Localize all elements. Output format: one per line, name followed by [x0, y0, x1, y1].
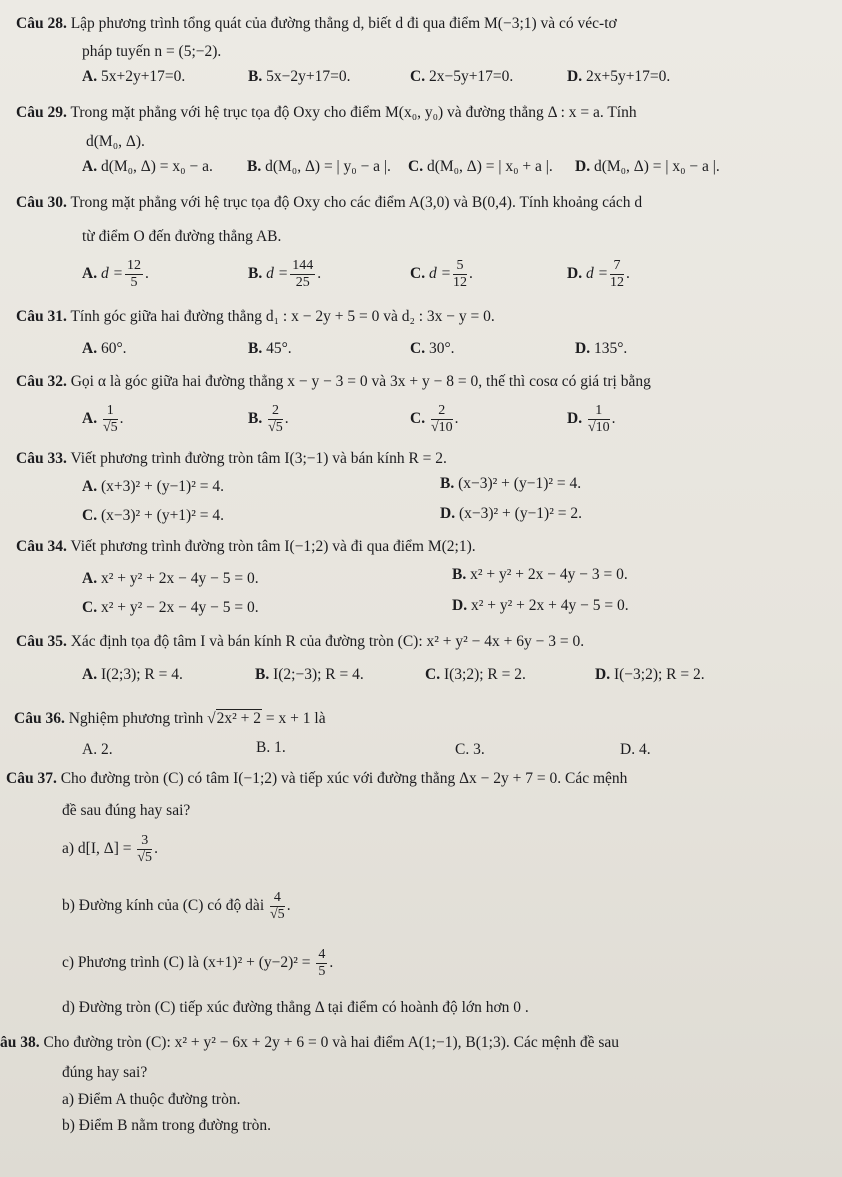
option-d: D. d(M₀, Δ) = | x₀ − a |. [575, 158, 720, 175]
statement-b: b) Đường kính của (C) có độ dài $\frac{4}{√5}$ . [62, 889, 291, 922]
question-text: Lập phương trình tổng quát của đường thẳng d, biết d đi qua điểm M(−3;1) và có véc-tơ [70, 15, 617, 32]
question-text: Trong mặt phẳng với hệ trục tọa độ Oxy cho điểm M(x₀, y₀) và đường thẳng Δ : x = a. Tính [70, 104, 637, 121]
option-b: B. d(M₀, Δ) = | y₀ − a |. [247, 158, 391, 175]
option-c: C. x² + y² − 2x − 4y − 5 = 0. [82, 599, 259, 616]
question-label: Câu 37. [6, 770, 57, 787]
question-text-post: = x + 1 là [265, 710, 326, 727]
question-31 [16, 307, 495, 327]
question-38 [0, 1033, 619, 1053]
question-text: Viết phương trình đường tròn tâm I(−1;2) và đi qua điểm M(2;1). [70, 538, 476, 555]
question-35 [16, 632, 584, 652]
statement-a: a) d[I, Δ] = $\frac{3}{√5}$ . [62, 832, 158, 865]
option-a: A. (x+3)² + (y−1)² = 4. [82, 478, 224, 495]
question-label: Câu 31. [16, 308, 67, 325]
question-text-cont: d(M₀, Δ). [86, 133, 145, 150]
option-b: B. $\frac{2}{√5}$ . [248, 402, 289, 435]
option-d: D. 135°. [575, 340, 628, 357]
statement-a: a) Điểm A thuộc đường tròn. [62, 1091, 241, 1108]
question-text: Xác định tọa độ tâm I và bán kính R của đường tròn (C): x² + y² − 4x + 6y − 3 = 0. [70, 633, 585, 650]
option-a: A. x² + y² + 2x − 4y − 5 = 0. [82, 570, 259, 587]
question-text: Gọi α là góc giữa hai đường thẳng x − y − 3 = 0 và 3x + y − 8 = 0, thế thì cosα có giá trị bằng [70, 373, 651, 390]
question-text-cont: từ điểm O đến đường thẳng AB. [82, 228, 282, 245]
question-label: Câu 29. [16, 104, 67, 121]
question-33 [16, 449, 447, 469]
question-text: Viết phương trình đường tròn tâm I(3;−1) và bán kính R = 2. [70, 450, 447, 467]
option-d: D. (x−3)² + (y−1)² = 2. [440, 505, 582, 522]
question-34 [16, 537, 476, 557]
question-text-cont: đúng hay sai? [62, 1064, 148, 1081]
question-29 [16, 103, 637, 123]
option-c: C. d = $\frac{5}{12}$ . [410, 257, 473, 290]
question-text: Trong mặt phẳng với hệ trục tọa độ Oxy cho các điểm A(3,0) và B(0,4). Tính khoảng cách d [70, 194, 643, 211]
option-a: A. d(M₀, Δ) = x₀ − a. [82, 158, 213, 175]
option-a: A. d = $\frac{12}{5}$ . [82, 257, 149, 290]
question-label: Câu 32. [16, 373, 67, 390]
option-c: C. $\frac{2}{√10}$ . [410, 402, 459, 435]
option-d: D. x² + y² + 2x + 4y − 5 = 0. [452, 597, 629, 614]
question-text: Tính góc giữa hai đường thẳng d₁ : x − 2y + 5 = 0 và d₂ : 3x − y = 0. [70, 308, 495, 325]
question-label: Câu 28. [16, 15, 67, 32]
question-32 [16, 372, 651, 392]
option-b: B. I(2;−3); R = 4. [255, 666, 364, 683]
question-text: Cho đường tròn (C): x² + y² − 6x + 2y + 6 = 0 và hai điểm A(1;−1), B(1;3). Các mệnh đề sau [43, 1034, 620, 1051]
option-b: B. 5x−2y+17=0. [248, 68, 351, 85]
option-c: C. 3. [455, 741, 485, 758]
option-b: B. (x−3)² + (y−1)² = 4. [440, 475, 582, 492]
option-d: D. 2x+5y+17=0. [567, 68, 671, 85]
option-b: B. 45°. [248, 340, 292, 357]
question-text: Nghiệm phương trình [68, 710, 204, 727]
question-text: Cho đường tròn (C) có tâm I(−1;2) và tiếp xúc với đường thẳng Δx − 2y + 7 = 0. Các mệnh [60, 770, 628, 787]
question-37 [6, 769, 627, 789]
option-b: B. 1. [256, 739, 286, 756]
option-b: B. x² + y² + 2x − 4y − 3 = 0. [452, 566, 628, 583]
option-a: A. I(2;3); R = 4. [82, 666, 183, 683]
option-a: A. 5x+2y+17=0. [82, 68, 186, 85]
question-30 [16, 193, 642, 213]
question-label: Câu 36. [14, 710, 65, 727]
statement-c: c) Phương trình (C) là (x+1)² + (y−2)² = $\frac{4}{5}$ . [62, 946, 334, 979]
option-c: C. 2x−5y+17=0. [410, 68, 514, 85]
option-d: D. $\frac{1}{√10}$ . [567, 402, 616, 435]
statement-b: b) Điểm B nằm trong đường tròn. [62, 1117, 272, 1134]
question-label: âu 38. [0, 1034, 40, 1051]
option-c: C. 30°. [410, 340, 455, 357]
option-a: A. 2. [82, 741, 113, 758]
option-a: A. 60°. [82, 340, 127, 357]
question-28 [16, 14, 617, 34]
option-c: C. d(M₀, Δ) = | x₀ + a |. [408, 158, 553, 175]
option-d: D. 4. [620, 741, 651, 758]
question-text-cont: pháp tuyến n = (5;−2). [82, 43, 222, 60]
question-label: Câu 34. [16, 538, 67, 555]
question-label: Câu 30. [16, 194, 67, 211]
option-c: C. I(3;2); R = 2. [425, 666, 526, 683]
statement-d: d) Đường tròn (C) tiếp xúc đường thẳng Δ tại điểm có hoành độ lớn hơn 0 . [62, 999, 529, 1016]
option-d: D. I(−3;2); R = 2. [595, 666, 705, 683]
option-d: D. d = $\frac{7}{12}$ . [567, 257, 630, 290]
option-c: C. (x−3)² + (y+1)² = 4. [82, 507, 224, 524]
option-b: B. d = $\frac{144}{25}$ . [248, 257, 322, 290]
question-label: Câu 35. [16, 633, 67, 650]
radicand: 2x² + 2 [216, 710, 262, 727]
question-36: Câu 36. Nghiệm phương trình √2x² + 2 = x + 1 là [14, 710, 326, 727]
option-a: A. $\frac{1}{√5}$ . [82, 402, 124, 435]
question-label: Câu 33. [16, 450, 67, 467]
question-text-cont: đề sau đúng hay sai? [62, 802, 191, 819]
